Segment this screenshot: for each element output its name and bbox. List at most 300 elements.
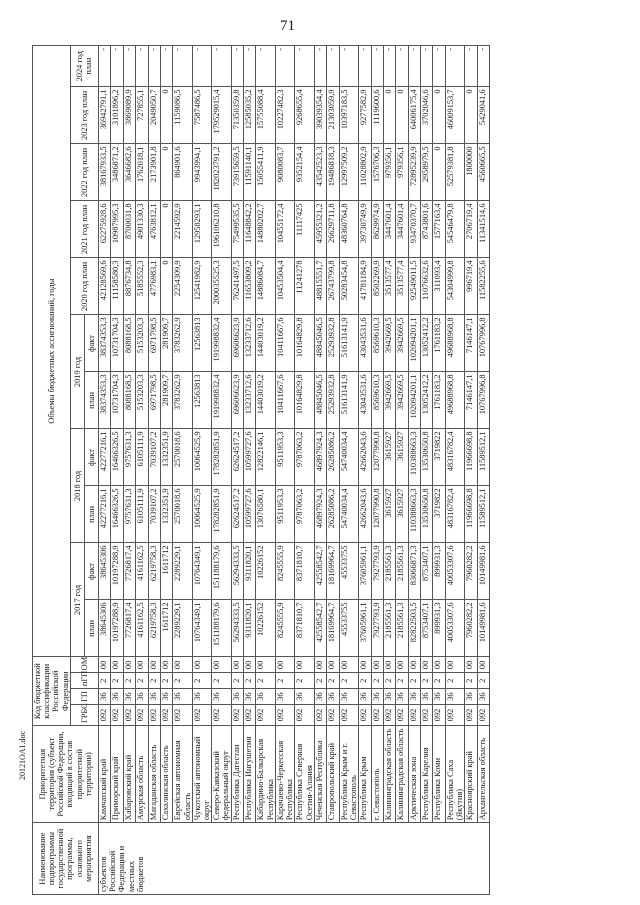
gp-cell: 36 <box>359 689 371 705</box>
grbs-cell: 092 <box>231 704 243 725</box>
value-cell: 54304999,8 <box>445 258 464 315</box>
pgp-cell: 2 <box>192 673 211 689</box>
value-cell: 0 <box>160 87 172 144</box>
pgp-cell: 2 <box>359 673 371 689</box>
value-cell: - <box>408 46 420 87</box>
value-cell: 7927793,9 <box>371 600 383 657</box>
value-cell: 196106210,8 <box>212 201 231 258</box>
table-row <box>465 46 477 895</box>
gp-cell: 36 <box>408 689 420 705</box>
value-cell: 21303059,9 <box>327 87 339 144</box>
table-row <box>371 46 383 895</box>
grbs-cell: 092 <box>433 704 445 725</box>
value-cell: 11966698,8 <box>465 486 477 543</box>
value-cell: 6105111,9 <box>136 486 148 543</box>
value-cell: 6971798,5 <box>148 372 160 429</box>
gp-cell: 36 <box>295 689 314 705</box>
subject-name-cell: Республика Саха (Якутия) <box>445 726 464 823</box>
value-cell: 42662043,6 <box>359 486 371 543</box>
grbs-cell: 092 <box>98 704 110 725</box>
gp-cell: 36 <box>98 689 110 705</box>
value-cell: 3942669,5 <box>396 372 408 429</box>
value-cell: 2185561,3 <box>396 600 408 657</box>
value-cell: 864901,6 <box>173 144 192 201</box>
value-cell: - <box>173 46 192 87</box>
value-cell: 3486871,2 <box>111 144 123 201</box>
value-cell: 9080083,7 <box>275 144 294 201</box>
value-cell: - <box>192 46 211 87</box>
value-cell: 49688968,8 <box>445 372 464 429</box>
value-cell: 2289229,1 <box>173 543 192 600</box>
value-cell: - <box>339 46 358 87</box>
value-cell: 41781184,9 <box>359 258 371 315</box>
value-cell: 7960282,2 <box>465 600 477 657</box>
header-grbs: ГРБС <box>70 704 98 725</box>
value-cell: 11158580,3 <box>111 258 123 315</box>
value-cell: 5153203,3 <box>136 372 148 429</box>
subject-name-cell: Сахалинская область <box>160 726 172 823</box>
budget-table <box>32 45 490 895</box>
value-cell: 13052412,2 <box>421 372 433 429</box>
pgp-cell: 2 <box>421 673 433 689</box>
value-cell: 13530650,8 <box>421 486 433 543</box>
value-cell: 10197288,9 <box>111 543 123 600</box>
value-cell: 12585035,2 <box>244 87 256 144</box>
table-row <box>421 46 433 895</box>
value-cell: 191998832,4 <box>212 372 231 429</box>
table-row <box>231 46 243 895</box>
value-cell: 38645306 <box>98 600 110 657</box>
om-cell: 00 <box>275 657 294 673</box>
pgp-cell: 2 <box>396 673 408 689</box>
subject-name-cell: Еврейская автономная область <box>173 726 192 823</box>
value-cell: 9787063,2 <box>295 486 314 543</box>
subject-name-cell: Архангельская область <box>477 726 489 823</box>
value-cell: 76241497,5 <box>231 258 243 315</box>
table-row <box>136 46 148 895</box>
value-cell: 11966698,8 <box>465 429 477 486</box>
value-cell: 48845046,5 <box>314 372 326 429</box>
value-cell: 51613141,9 <box>339 372 358 429</box>
pgp-cell: 2 <box>123 673 135 689</box>
om-cell: 00 <box>148 657 160 673</box>
value-cell: 37605961,1 <box>359 543 371 600</box>
om-cell: 00 <box>421 657 433 673</box>
value-cell: 727855,1 <box>136 87 148 144</box>
value-cell: - <box>396 46 408 87</box>
table-row <box>173 46 192 895</box>
header-year-2018: 2018 год <box>70 429 84 543</box>
value-cell: 0 <box>433 144 445 201</box>
value-cell: 9943994,1 <box>192 144 211 201</box>
value-cell: 11648842,2 <box>244 201 256 258</box>
value-cell: 9511953,3 <box>275 486 294 543</box>
value-cell: 11589512,1 <box>477 486 489 543</box>
grbs-cell: 092 <box>123 704 135 725</box>
value-cell: 18169964,7 <box>327 600 339 657</box>
value-cell: 979356,1 <box>396 144 408 201</box>
value-cell: - <box>383 46 395 87</box>
value-cell: 3615927 <box>396 486 408 543</box>
value-cell: 10226152 <box>256 543 275 600</box>
om-cell: 00 <box>327 657 339 673</box>
grbs-cell: 092 <box>244 704 256 725</box>
value-cell: 10764349,1 <box>192 543 211 600</box>
grbs-cell: 092 <box>371 704 383 725</box>
value-cell: 9787063,2 <box>295 429 314 486</box>
value-cell: 1761183,2 <box>433 372 445 429</box>
om-cell: 00 <box>371 657 383 673</box>
value-cell: 311093,4 <box>433 258 445 315</box>
value-cell: 102094201,1 <box>408 315 420 372</box>
value-cell: 14403019,2 <box>256 372 275 429</box>
value-cell: 182023791,2 <box>212 144 231 201</box>
value-cell: 979356,1 <box>383 144 395 201</box>
table-row <box>327 46 339 895</box>
table-row <box>256 46 275 895</box>
value-cell: 54740034,4 <box>339 429 358 486</box>
value-cell: 151188179,6 <box>212 543 231 600</box>
value-cell: 2185561,3 <box>383 543 395 600</box>
header-om: ОМ <box>70 657 98 673</box>
gp-cell: 36 <box>192 689 211 705</box>
value-cell: 10064525,9 <box>192 486 211 543</box>
value-cell: - <box>314 46 326 87</box>
pgp-cell: 2 <box>160 673 172 689</box>
program-cell: субъектов Российской Федерации и местных бюджетов <box>98 823 489 895</box>
value-cell: 6971798,5 <box>148 315 160 372</box>
table-row <box>111 46 123 895</box>
value-cell: 8743801,6 <box>421 201 433 258</box>
value-cell: 36942791,1 <box>98 87 110 144</box>
value-cell: 48360764,8 <box>339 201 358 258</box>
subject-name-cell: Приморский край <box>111 726 123 823</box>
gp-cell: 36 <box>136 689 148 705</box>
pgp-cell: 2 <box>327 673 339 689</box>
value-cell: 14886084,7 <box>256 258 275 315</box>
value-cell: 10453504,4 <box>275 258 294 315</box>
value-cell: 9277582,9 <box>359 87 371 144</box>
grbs-cell: 092 <box>136 704 148 725</box>
value-cell: 8088168,5 <box>123 315 135 372</box>
value-cell: 56294333,5 <box>231 543 243 600</box>
value-cell: 11341514,6 <box>477 201 489 258</box>
subject-name-cell: Красноярский край <box>465 726 477 823</box>
subject-name-cell: Камчатский край <box>98 726 110 823</box>
grbs-cell: 092 <box>192 704 211 725</box>
table-row <box>359 46 371 895</box>
pgp-cell: 2 <box>212 673 231 689</box>
value-cell: 9511953,3 <box>275 429 294 486</box>
grbs-cell: 092 <box>148 704 160 725</box>
value-cell: 200035525,3 <box>212 258 231 315</box>
value-cell: - <box>433 46 445 87</box>
value-cell: 73915659,5 <box>231 144 243 201</box>
value-cell: 42662043,6 <box>359 429 371 486</box>
value-cell: 14880202,7 <box>256 201 275 258</box>
value-cell: 10226152 <box>256 600 275 657</box>
table-row <box>314 46 326 895</box>
value-cell: 10731704,3 <box>111 315 123 372</box>
pgp-cell: 2 <box>383 673 395 689</box>
value-cell: 0 <box>160 201 172 258</box>
value-cell: 71350359,8 <box>231 87 243 144</box>
value-cell: - <box>445 46 464 87</box>
value-cell: 26629711,8 <box>327 201 339 258</box>
pgp-cell: 2 <box>256 673 275 689</box>
subject-name-cell: Калининградская область <box>396 726 408 823</box>
value-cell: 42558542,7 <box>314 543 326 600</box>
grbs-cell: 092 <box>173 704 192 725</box>
gp-cell: 36 <box>477 689 489 705</box>
value-cell: 37605961,1 <box>359 600 371 657</box>
value-cell: 8753407,1 <box>421 600 433 657</box>
value-cell: 102094201,1 <box>408 372 420 429</box>
value-cell: 13233712,6 <box>244 315 256 372</box>
value-cell: 45533755 <box>339 600 358 657</box>
value-cell: 0 <box>396 87 408 144</box>
om-cell: 00 <box>192 657 211 673</box>
value-cell: 3783262,9 <box>173 315 192 372</box>
om-cell: 00 <box>160 657 172 673</box>
value-cell: 3869089,9 <box>123 87 135 144</box>
value-cell: 9757631,3 <box>123 429 135 486</box>
value-cell: 40053307,6 <box>445 600 464 657</box>
header-year-2020: 2020 год план <box>70 258 98 315</box>
value-cell: 8876734,8 <box>123 258 135 315</box>
value-cell: 10599727,6 <box>244 486 256 543</box>
header-code: Код бюджетной классификации Российской Федерации <box>33 657 71 726</box>
value-cell: 281909,7 <box>160 372 172 429</box>
table-row <box>192 46 211 895</box>
pgp-cell: 2 <box>98 673 110 689</box>
value-cell: 7587486,5 <box>192 87 211 144</box>
value-cell: 8371810,7 <box>295 543 314 600</box>
gp-cell: 36 <box>421 689 433 705</box>
value-cell: 43043531,6 <box>359 372 371 429</box>
grbs-cell: 092 <box>396 704 408 725</box>
value-cell: 11117425 <box>295 201 314 258</box>
value-cell: 3719822 <box>433 486 445 543</box>
pgp-cell: 2 <box>477 673 489 689</box>
value-cell: 10599727,6 <box>244 429 256 486</box>
table-row <box>123 46 135 895</box>
value-cell: 25293932,8 <box>327 372 339 429</box>
grbs-cell: 092 <box>477 704 489 725</box>
value-cell: - <box>111 46 123 87</box>
value-cell: 12077990,8 <box>371 429 383 486</box>
header-year-2019: 2019 год <box>70 315 84 429</box>
value-cell: 13233712,6 <box>244 372 256 429</box>
subject-name-cell: Северо-Кавказский федеральный округ <box>212 726 231 823</box>
value-cell: 178282851,9 <box>212 429 231 486</box>
value-cell: 48815551,7 <box>314 258 326 315</box>
subject-name-cell: Республика Карелия <box>421 726 433 823</box>
value-cell: 6219758,3 <box>148 543 160 600</box>
header-fact: факт <box>84 543 98 600</box>
value-cell: - <box>231 46 243 87</box>
value-cell: 8371810,7 <box>295 600 314 657</box>
value-cell: 2570018,6 <box>173 486 192 543</box>
header-fact: факт <box>84 315 98 372</box>
value-cell: 82822503,5 <box>408 600 420 657</box>
gp-cell: 36 <box>275 689 294 705</box>
pgp-cell: 2 <box>136 673 148 689</box>
value-cell: 281909,7 <box>160 315 172 372</box>
gp-cell: 36 <box>256 689 275 705</box>
table-row <box>383 46 395 895</box>
gp-cell: 36 <box>371 689 383 705</box>
value-cell: 7146147,1 <box>465 315 477 372</box>
value-cell: 899931,3 <box>433 600 445 657</box>
value-cell: - <box>98 46 110 87</box>
value-cell: 4560665,5 <box>477 144 489 201</box>
value-cell: 1611712 <box>160 600 172 657</box>
value-cell: 12958293,1 <box>192 201 211 258</box>
om-cell: 00 <box>408 657 420 673</box>
gp-cell: 36 <box>314 689 326 705</box>
value-cell: - <box>123 46 135 87</box>
value-cell: 10764349,1 <box>192 600 211 657</box>
table-row <box>445 46 464 895</box>
value-cell: - <box>477 46 489 87</box>
value-cell: 179529015,4 <box>212 87 231 144</box>
header-year-2024: 2024 год план <box>70 46 98 87</box>
value-cell: 8088168,5 <box>123 372 135 429</box>
value-cell: 8700031,8 <box>123 201 135 258</box>
value-cell: 16466326,5 <box>111 429 123 486</box>
value-cell: 26285086,2 <box>327 486 339 543</box>
pgp-cell: 2 <box>408 673 420 689</box>
om-cell: 00 <box>111 657 123 673</box>
value-cell: 3942669,5 <box>396 315 408 372</box>
header-pgp: пГП <box>70 673 98 689</box>
value-cell: 10164829,8 <box>295 372 314 429</box>
table-row <box>408 46 420 895</box>
subject-name-cell: Республика Коми <box>433 726 445 823</box>
value-cell: 2706719,4 <box>465 201 477 258</box>
grbs-cell: 092 <box>111 704 123 725</box>
value-cell: 10064525,9 <box>192 429 211 486</box>
value-cell: 19486818,3 <box>327 144 339 201</box>
value-cell: 3702046,6 <box>421 87 433 144</box>
value-cell: 5185552,3 <box>136 258 148 315</box>
value-cell: 0 <box>160 258 172 315</box>
value-cell: 10149981,6 <box>477 543 489 600</box>
value-cell: 3783262,9 <box>173 372 192 429</box>
value-cell: 62624517,2 <box>231 429 243 486</box>
om-cell: 00 <box>359 657 371 673</box>
value-cell: 6219758,3 <box>148 600 160 657</box>
value-cell: 75499535,5 <box>231 201 243 258</box>
value-cell: 10731704,3 <box>111 372 123 429</box>
value-cell: 12563813 <box>192 372 211 429</box>
value-cell: 3615927 <box>383 486 395 543</box>
value-cell: 10397183,5 <box>339 87 358 144</box>
value-cell: 2214592,9 <box>173 201 192 258</box>
grbs-cell: 092 <box>295 704 314 725</box>
subject-name-cell: Республика Крым и г. Севастополь <box>339 726 358 823</box>
value-cell: 12563813 <box>192 315 211 372</box>
value-cell: 2254309,9 <box>173 258 192 315</box>
table-row <box>477 46 489 895</box>
value-cell: 16466326,5 <box>111 486 123 543</box>
table-header <box>33 46 99 895</box>
value-cell: 7039107,2 <box>148 429 160 486</box>
value-cell: - <box>465 46 477 87</box>
value-cell: 15055411,9 <box>256 144 275 201</box>
table-row <box>295 46 314 895</box>
value-cell: 51613141,9 <box>339 315 358 372</box>
value-cell: 4901330,3 <box>136 201 148 258</box>
value-cell: 11653809,2 <box>244 258 256 315</box>
value-cell: 6105111,9 <box>136 429 148 486</box>
footer-doc-name: 20121OA1.doc <box>18 730 27 780</box>
value-cell: 3942669,5 <box>383 372 395 429</box>
value-cell: 0 <box>160 144 172 201</box>
om-cell: 00 <box>314 657 326 673</box>
value-cell: 38374353,3 <box>98 315 110 372</box>
value-cell: 7960282,2 <box>465 543 477 600</box>
value-cell: 9311820,1 <box>244 543 256 600</box>
header-year-2021: 2021 год план <box>70 201 98 258</box>
value-cell: 9268655,4 <box>295 87 314 144</box>
om-cell: 00 <box>212 657 231 673</box>
value-cell: - <box>275 46 294 87</box>
value-cell: 1577163,4 <box>433 201 445 258</box>
value-cell: 46897924,3 <box>314 486 326 543</box>
value-cell: 1761183,2 <box>433 315 445 372</box>
om-cell: 00 <box>98 657 110 673</box>
value-cell: 39730749,9 <box>359 201 371 258</box>
rotated-page <box>32 45 562 895</box>
value-cell: 11241278 <box>295 258 314 315</box>
value-cell: 46009153,7 <box>445 87 464 144</box>
value-cell: 72895239,9 <box>408 144 420 201</box>
om-cell: 00 <box>173 657 192 673</box>
header-program: Наименование подпрограммы государственной программы, основного мероприятия <box>33 823 99 895</box>
om-cell: 00 <box>339 657 358 673</box>
subject-name-cell: Республика Крым <box>359 726 371 823</box>
value-cell: 2289229,1 <box>173 600 192 657</box>
grbs-cell: 092 <box>383 704 395 725</box>
value-cell: 12822146,1 <box>256 429 275 486</box>
value-cell: 7726817,4 <box>123 600 135 657</box>
value-cell: 26743799,8 <box>327 258 339 315</box>
value-cell: 56294333,5 <box>231 600 243 657</box>
value-cell: 62275928,6 <box>98 201 110 258</box>
om-cell: 00 <box>465 657 477 673</box>
value-cell: 3646682,6 <box>123 144 135 201</box>
value-cell: 3719822 <box>433 429 445 486</box>
subject-name-cell: Кабардино-Балкарская Республика <box>256 726 275 823</box>
value-cell: 2049050,7 <box>148 87 160 144</box>
value-cell: 8753407,1 <box>421 543 433 600</box>
om-cell: 00 <box>244 657 256 673</box>
value-cell: 0 <box>465 87 477 144</box>
value-cell: - <box>148 46 160 87</box>
value-cell: 10227482,3 <box>275 87 294 144</box>
om-cell: 00 <box>231 657 243 673</box>
value-cell: 1800000 <box>465 144 477 201</box>
om-cell: 00 <box>445 657 464 673</box>
value-cell: 5153203,3 <box>136 315 148 372</box>
pgp-cell: 2 <box>295 673 314 689</box>
om-cell: 00 <box>123 657 135 673</box>
value-cell: 38645306 <box>98 543 110 600</box>
value-cell: 13076580,1 <box>256 486 275 543</box>
gp-cell: 36 <box>148 689 160 705</box>
